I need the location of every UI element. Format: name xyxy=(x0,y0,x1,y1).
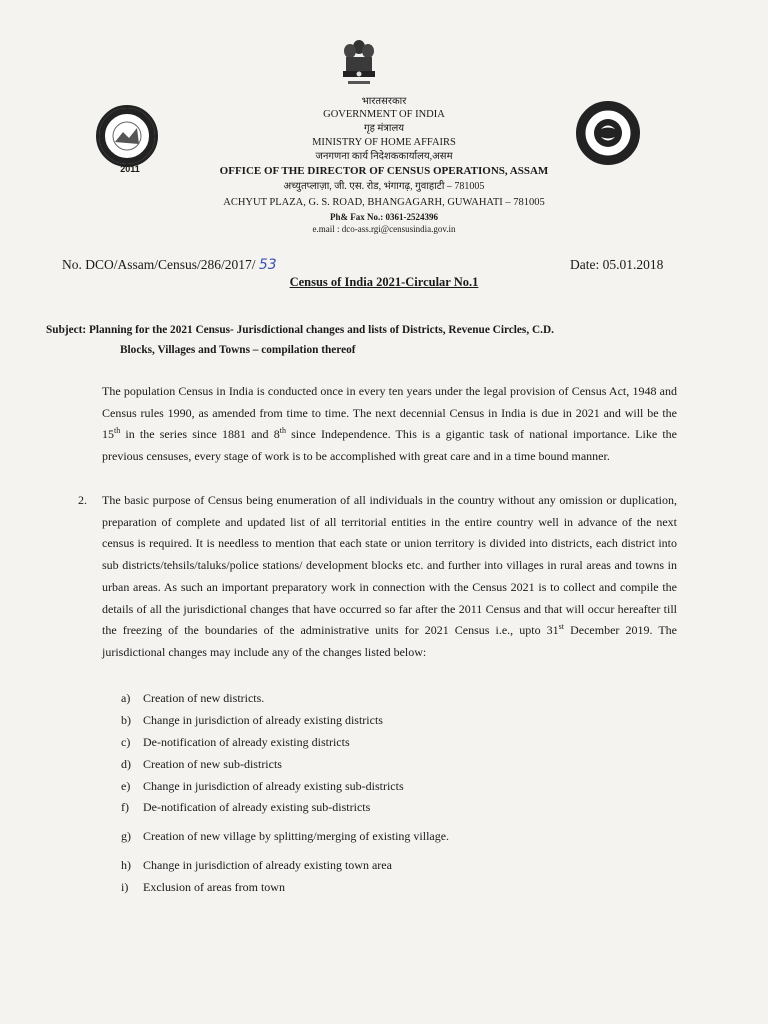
list-item xyxy=(121,690,264,706)
list-item xyxy=(121,799,370,815)
header-govt: GOVERNMENT OF INDIA xyxy=(323,109,445,120)
handwritten-number: 53 xyxy=(258,257,277,273)
header-hindi-ministry: गृह मंत्रालय xyxy=(363,123,405,134)
subject-line-1: Subject: Planning for the 2021 Census- Jurisdictional changes and lists of Districts, Revenue Circles, C.D. xyxy=(46,324,554,336)
list-item-letter: h) xyxy=(121,858,131,872)
para1-text-a: The population Census in India is conducted once in every ten years under the legal provision of Census Act, 1948 and Census rules 1990, as amended from time to time. The next decennial Census in India is due in 2021 and will be the 15 xyxy=(102,384,677,442)
header-ministry: MINISTRY OF HOME AFFAIRS xyxy=(312,137,456,148)
list-item xyxy=(121,828,449,844)
national-emblem xyxy=(338,37,380,95)
para2-text-a: The basic purpose of Census being enumeration of all individuals in the country without any omission or duplication, preparation of complete and updated list of all territorial entities in the entire country well in advance of the next census is required. It is needless to mention that each state or union territory is divided into districts, each district into sub districts/tehsils/taluks/police stations/ development blocks etc. and further into villages in rural areas and towns in urban areas. As such an important preparatory work in connection with the Census 2021 is to collect and compile the details of all the jurisdictional changes that have occurred so far after the 2011 Census and that will occur hereafter till the freezing of the boundaries of the administrative units for 2021 Census i.e., upto 31 xyxy=(102,493,677,638)
para1-text-c: since Independence. This is a gigantic task of national importance. Like the previous censuses, every stage of work is to be accomplished with great care and in a time bound manner. xyxy=(102,427,677,464)
header-hindi-govt: भारतसरकार xyxy=(361,96,407,107)
list-item-letter: a) xyxy=(121,691,131,705)
logo-year: 2011 xyxy=(120,164,140,174)
list-item-letter: c) xyxy=(121,735,131,749)
para2-text-b: December 2019. The jurisdictional changes may include any of the changes listed below: xyxy=(102,623,677,659)
header-fax: Ph& Fax No.: 0361-2524396 xyxy=(330,212,438,222)
header-office: OFFICE OF THE DIRECTOR OF CENSUS OPERATIONS, ASSAM xyxy=(219,165,549,177)
paragraph-2 xyxy=(102,490,677,664)
header-email: e.mail : dco-ass.rgi@censusindia.gov.in xyxy=(312,224,456,234)
para1-text-b: in the series since 1881 and 8 xyxy=(120,427,280,442)
header-hindi-address: अच्युतप्लाज़ा, जी. एस. रोड, भंगागढ़, गुवाहाटी – 781005 xyxy=(283,181,485,192)
list-item-text: Change in jurisdiction of already existing town area xyxy=(143,858,392,872)
list-item xyxy=(121,734,350,750)
subject-line-2: Blocks, Villages and Towns – compilation thereof xyxy=(120,344,356,356)
para2-sup: st xyxy=(558,622,565,632)
reference-number-text: No. DCO/Assam/Census/286/2017/ xyxy=(62,257,256,272)
list-item xyxy=(121,712,383,728)
header-address: ACHYUT PLAZA, G. S. ROAD, BHANGAGARH, GUWAHATI – 781005 xyxy=(223,197,545,208)
list-item-letter: f) xyxy=(121,800,129,814)
paragraph-1 xyxy=(102,381,677,468)
subject xyxy=(46,320,686,360)
reference-number xyxy=(62,257,277,273)
list-item-text: Exclusion of areas from town xyxy=(143,880,285,894)
list-item-letter: g) xyxy=(121,829,131,843)
list-item xyxy=(121,756,282,772)
header-hindi-office: जनगणना कार्य निदेशककार्यालय,असम xyxy=(315,151,453,162)
list-item-letter: e) xyxy=(121,779,131,793)
list-item-text: Change in jurisdiction of already existing districts xyxy=(143,713,383,727)
list-item-letter: d) xyxy=(121,757,131,771)
circular-date: Date: 05.01.2018 xyxy=(570,257,664,272)
list-item xyxy=(121,857,392,873)
list-item-text: Change in jurisdiction of already existing sub-districts xyxy=(143,779,404,793)
para1-sup-2: th xyxy=(279,426,286,436)
list-item-letter: i) xyxy=(121,880,129,894)
list-item-text: Creation of new sub-districts xyxy=(143,757,282,771)
circular-title: Census of India 2021-Circular No.1 xyxy=(289,275,479,289)
list-item-text: Creation of new districts. xyxy=(143,691,265,705)
para1-sup-1: th xyxy=(114,426,121,436)
list-item-text: De-notification of already existing sub-districts xyxy=(143,800,371,814)
list-item xyxy=(121,879,285,895)
list-item-text: Creation of new village by splitting/merging of existing village. xyxy=(143,829,450,843)
list-item-letter: b) xyxy=(121,713,131,727)
paragraph-2-number: 2. xyxy=(78,493,87,507)
list-item-text: De-notification of already existing districts xyxy=(143,735,350,749)
list-item xyxy=(121,778,404,794)
